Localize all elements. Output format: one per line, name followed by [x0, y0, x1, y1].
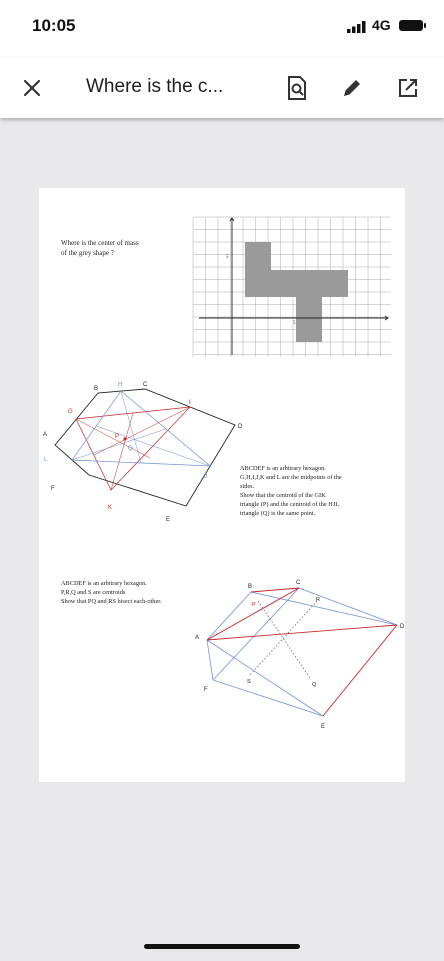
- find-in-page-icon[interactable]: [281, 72, 313, 104]
- problem1-question-line-2: of the grey shape ?: [61, 249, 114, 257]
- label-h: H: [118, 382, 123, 388]
- viewer-toolbar: [0, 58, 444, 118]
- label3-a: A: [195, 635, 200, 641]
- document-title: Where is the c...: [86, 76, 224, 97]
- label-a: A: [43, 432, 48, 438]
- label3-f: F: [204, 687, 208, 693]
- label-d: D: [238, 424, 243, 430]
- label-c: C: [143, 382, 148, 388]
- label-j: J: [204, 474, 207, 480]
- label-b: B: [94, 386, 99, 392]
- problem2-text-line-6: triangle (Q) is the same point.: [240, 510, 316, 517]
- label3-q: Q: [312, 682, 317, 688]
- problem3-text-line-2: P,R,Q and S are centroids: [61, 589, 126, 596]
- label-i: I: [189, 400, 191, 406]
- problem-2: [43, 382, 342, 523]
- problem2-text-line-5: triangle (P) and the centroid of the HJL: [240, 501, 340, 508]
- label3-d: D: [400, 624, 405, 630]
- label3-e: E: [321, 724, 326, 730]
- label3-s: S: [247, 679, 251, 685]
- label3-b: B: [248, 584, 253, 590]
- label-p: P: [115, 434, 120, 440]
- home-indicator[interactable]: [144, 944, 300, 949]
- label-k: K: [108, 505, 113, 511]
- bisector-lines: [250, 601, 317, 678]
- document-page[interactable]: [39, 188, 405, 782]
- status-bar: [0, 0, 444, 58]
- x-tick-label: 5: [293, 321, 296, 326]
- problem2-text-line-3: sides.: [240, 483, 255, 490]
- problem2-text-line-4: Show that the centroid of the GIK: [240, 492, 326, 499]
- edit-pencil-icon[interactable]: [336, 72, 368, 104]
- y-tick-label: 5: [226, 255, 229, 260]
- label-l: L: [44, 457, 48, 463]
- label-e: E: [166, 517, 171, 523]
- status-time: 10:05: [32, 16, 76, 35]
- label-g: G: [68, 409, 73, 415]
- blue-edges: [207, 588, 397, 716]
- label-f: F: [51, 486, 55, 492]
- signal-icon: [347, 20, 369, 38]
- label3-p: P: [252, 602, 256, 608]
- problem3-text-line-3: Show that PQ and RS bisect each-other.: [61, 598, 162, 605]
- problem-3: [61, 580, 405, 730]
- close-icon[interactable]: [16, 72, 48, 104]
- problem1-question-line-1: Where is the center of mass: [61, 239, 139, 247]
- problem3-text-line-1: ABCDEF is an arbitrary hexagon.: [61, 580, 147, 587]
- red-edges: [207, 588, 397, 716]
- triangle-gik: [76, 407, 190, 490]
- hexagon-abcdef: [55, 389, 235, 506]
- label-q: Q: [128, 446, 133, 452]
- battery-icon: [399, 20, 423, 31]
- problem-1: [61, 217, 391, 357]
- network-label: 4G: [372, 17, 391, 33]
- problem2-text-line-2: G,H,I,J,K and L are the midpoints of the: [240, 474, 342, 481]
- problem2-text-line-1: ABCDEF is an arbitrary hexagon.: [240, 465, 326, 472]
- label3-c: C: [296, 580, 301, 586]
- label3-r: R: [316, 597, 320, 603]
- open-external-icon[interactable]: [392, 72, 424, 104]
